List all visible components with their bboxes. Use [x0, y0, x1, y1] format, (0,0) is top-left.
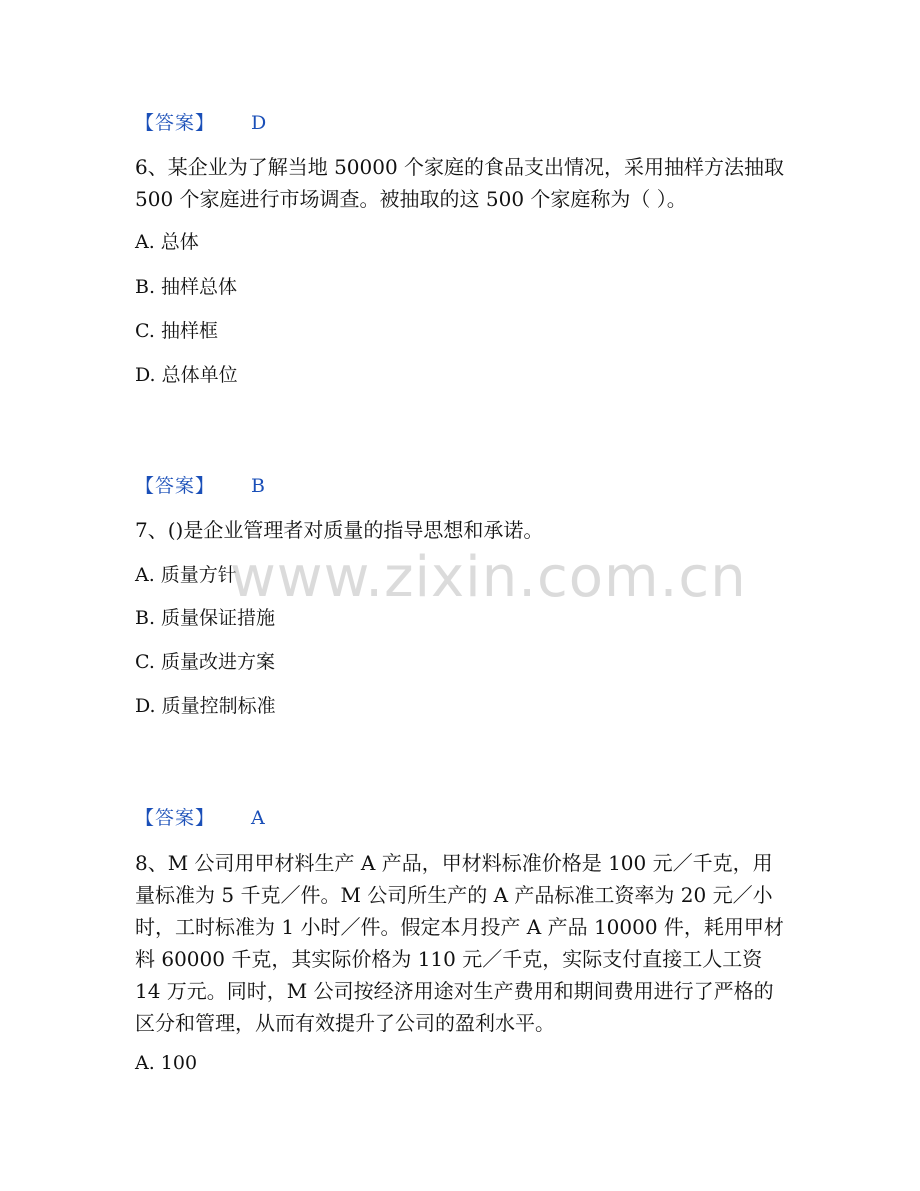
question-6-option-d: D. 总体单位: [135, 364, 238, 386]
answer-tag: 【答案】: [135, 807, 216, 829]
question-8-text: 8、M 公司用甲材料生产 A 产品，甲材料标准价格是 100 元／千克，用量标准为 5 千克／件。M 公司所生产的 A 产品标准工资率为 20 元／小时，工时标准为 1 小时／件。假定本月投产 A 产品 10000 件，耗用甲材料 60000 千克，其实际价格为 110 元／千克，实际支付直接工人工资 14 万元。同时，M 公司按经济用途对生产费用和期间费用进行了严格的区分和管理，从而有效提升了公司的盈利水平。: [135, 851, 784, 1035]
answer-letter: B: [251, 475, 265, 497]
answer-line-q6: [135, 474, 265, 498]
question-7-text: 7、()是企业管理者对质量的指导思想和承诺。: [135, 518, 544, 542]
answer-tag: 【答案】: [135, 475, 216, 497]
answer-letter: D: [251, 112, 267, 134]
question-6-option-c: C. 抽样框: [135, 320, 218, 342]
question-7-option-d: D. 质量控制标准: [135, 695, 276, 717]
answer-tag: 【答案】: [135, 112, 216, 134]
question-7-option-a: A. 质量方针: [135, 564, 237, 586]
answer-line-q5: [135, 111, 267, 135]
question-6-text: 6、某企业为了解当地 50000 个家庭的食品支出情况，采用抽样方法抽取 500 个家庭进行市场调查。被抽取的这 500 个家庭称为（ ）。: [135, 155, 785, 211]
question-7-option-c: C. 质量改进方案: [135, 651, 275, 673]
question-6-option-b: B. 抽样总体: [135, 276, 238, 298]
question-8-option-a: A. 100: [135, 1052, 198, 1074]
question-7-option-b: B. 质量保证措施: [135, 607, 276, 629]
answer-line-q7: [135, 806, 265, 830]
answer-letter: A: [251, 807, 265, 829]
question-6-option-a: A. 总体: [135, 231, 199, 253]
watermark: www.zixin.com.cn: [230, 545, 747, 610]
